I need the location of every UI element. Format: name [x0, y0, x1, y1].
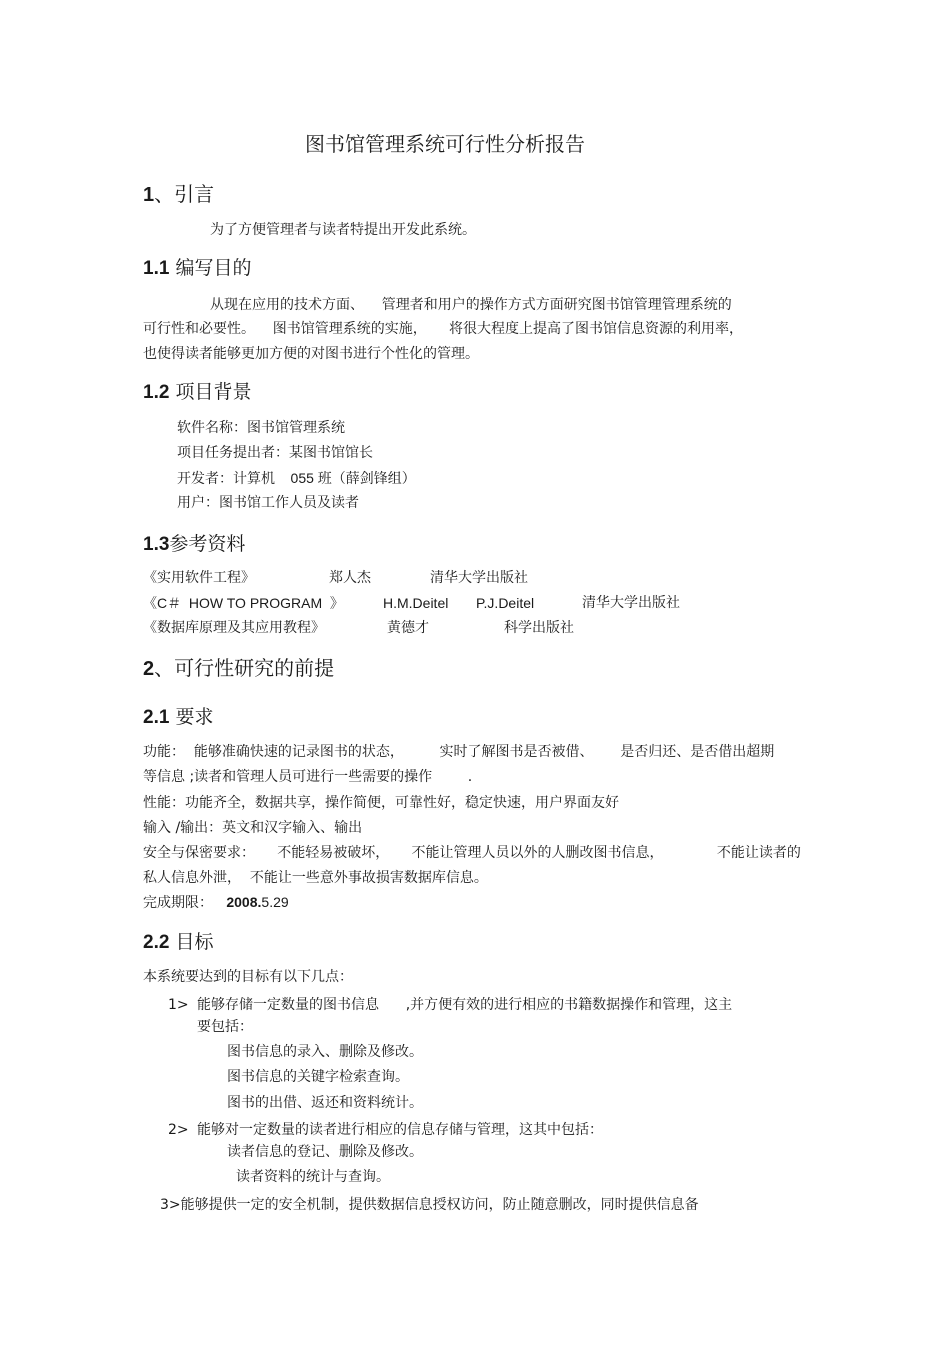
deadline-line: [143, 893, 289, 912]
reference-title: 《实用软件工程》: [143, 570, 255, 586]
reference-author: H.M.Deitel: [383, 595, 449, 611]
deadline-year: 2008.: [226, 894, 262, 910]
section-number: 1: [143, 184, 155, 206]
sub-item: 读者信息的登记、删除及修改。: [227, 1144, 423, 1160]
section-1-heading: [143, 181, 214, 208]
goal-item-line: 3>能够提供一定的安全机制，提供数据信息授权访问，防止随意删改，同时提供信息备: [160, 1197, 699, 1213]
document-title: 图书馆管理系统可行性分析报告: [305, 132, 585, 156]
list-marker: 1>: [168, 997, 189, 1013]
sub-item: 读者资料的统计与查询。: [236, 1169, 390, 1185]
section-title: 参考资料: [169, 533, 246, 555]
paragraph-line: 从现在应用的技术方面、 管理者和用户的操作方式方面研究图书馆管理管理系统的: [210, 297, 732, 313]
section-2-1-heading: [143, 705, 213, 730]
requirement-line: 等信息 ;读者和管理人员可进行一些需要的操作 .: [143, 769, 473, 785]
reference-author: 黄德才: [387, 620, 429, 636]
section-title: 、可行性研究的前提: [154, 656, 335, 680]
deadline-label: 完成期限：: [143, 895, 213, 911]
background-line: 开发者：计算机 055 班（薛剑锋组）: [177, 470, 416, 486]
section-1-2-heading: [143, 380, 251, 405]
reference-title: 《C＃ HOW TO PROGRAM 》: [143, 595, 344, 611]
reference-publisher: 科学出版社: [504, 620, 574, 636]
reference-author: P.J.Deitel: [476, 595, 535, 611]
section-1-3-heading: [143, 532, 245, 557]
section-number: 2: [143, 658, 155, 680]
sub-item: 图书信息的录入、删除及修改。: [227, 1044, 423, 1060]
sub-item: 图书的出借、返还和资料统计。: [227, 1095, 423, 1111]
goal-item-line: 能够对一定数量的读者进行相应的信息存储与管理，这其中包括：: [197, 1122, 603, 1138]
section-title: 项目背景: [175, 381, 252, 403]
section-2-2-heading: [143, 930, 213, 955]
paragraph-line: 也使得读者能够更加方便的对图书进行个性化的管理。: [143, 346, 479, 362]
requirement-line: 功能： 能够准确快速的记录图书的状态， 实时了解图书是否被借、 是否归还、是否借出超期: [143, 744, 775, 760]
section-title: 、引言: [154, 182, 215, 206]
section-number: 1.2: [143, 382, 170, 403]
section-number: 1.3: [143, 534, 170, 555]
background-line: 软件名称：图书馆管理系统: [177, 420, 345, 436]
section-title: 要求: [175, 706, 214, 728]
goal-item-line: 能够存储一定数量的图书信息 ,并方便有效的进行相应的书籍数据操作和管理，这主: [197, 997, 733, 1013]
requirement-line: 输入 /输出：英文和汉字输入、输出: [143, 820, 363, 836]
list-marker: 2>: [168, 1122, 189, 1138]
goals-intro: 本系统要达到的目标有以下几点：: [143, 969, 353, 985]
section-title: 编写目的: [175, 257, 252, 279]
section-number: 1.1: [143, 258, 170, 279]
section-number: 2.1: [143, 707, 170, 728]
requirement-line: 性能：功能齐全，数据共享，操作简便，可靠性好，稳定快速，用户界面友好: [143, 795, 619, 811]
requirement-line: 安全与保密要求： 不能轻易被破坏， 不能让管理人员以外的人删改图书信息， 不能让读者的: [143, 845, 801, 861]
section-1-1-heading: [143, 256, 251, 281]
section-number: 2.2: [143, 932, 170, 953]
reference-publisher: 清华大学出版社: [582, 595, 680, 611]
section-2-heading: [143, 655, 334, 682]
requirement-line: 私人信息外泄， 不能让一些意外事故损害数据库信息。: [143, 870, 488, 886]
goal-item-line: 要包括：: [197, 1019, 253, 1035]
section-1-paragraph: 为了方便管理者与读者特提出开发此系统。: [210, 222, 476, 238]
background-line: 项目任务提出者：某图书馆馆长: [177, 445, 373, 461]
paragraph-line: 可行性和必要性。 图书馆管理系统的实施， 将很大程度上提高了图书馆信息资源的利用率，: [143, 321, 744, 337]
section-title: 目标: [175, 931, 214, 953]
sub-item: 图书信息的关键字检索查询。: [227, 1069, 409, 1085]
deadline-date: 5.29: [261, 894, 289, 910]
reference-publisher: 清华大学出版社: [430, 570, 528, 586]
reference-title: 《数据库原理及其应用教程》: [143, 620, 325, 636]
background-line: 用户：图书馆工作人员及读者: [177, 495, 359, 511]
reference-author: 郑人杰: [329, 570, 371, 586]
